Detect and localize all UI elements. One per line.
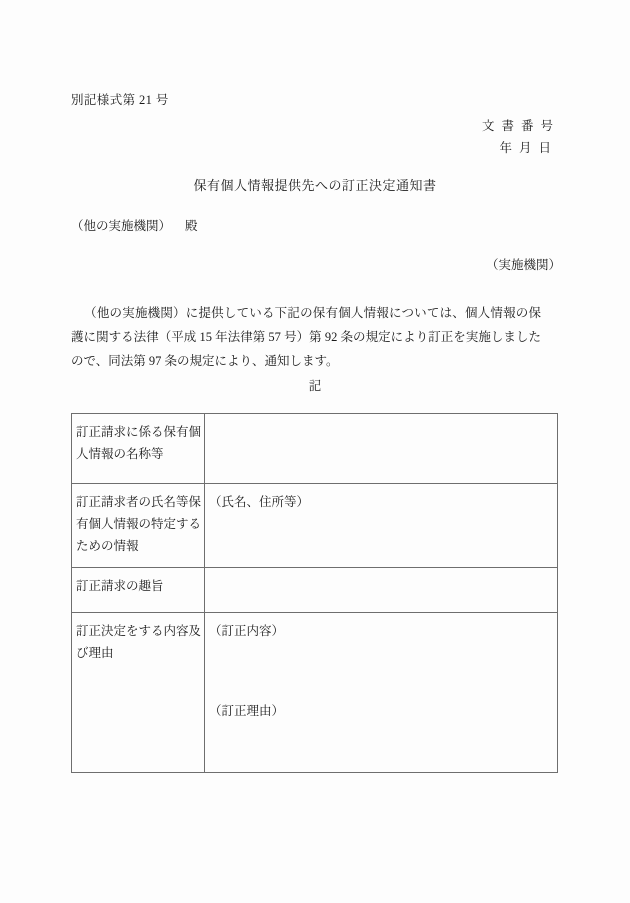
document-date-label: 年月日 bbox=[499, 141, 558, 155]
row-value-request-purpose[interactable] bbox=[205, 568, 558, 613]
addressee-name: （他の実施機関） bbox=[71, 219, 172, 233]
body-paragraph: （他の実施機関）に提供している下記の保有個人情報については、個人情報の保護に関する法律（平成 15 年法律第 57 号）第 92 条の規定により訂正を実施しましたので、同法第 97 条の規定により、通知します。 bbox=[71, 306, 541, 368]
page-title: 保有個人情報提供先への訂正決定通知書 bbox=[193, 178, 437, 193]
row-value-decision-content-and-reason[interactable] bbox=[205, 613, 558, 773]
correction-reason-hint: （訂正理由） bbox=[209, 704, 285, 718]
document-meta-block bbox=[482, 115, 561, 159]
row-label-request-purpose: 訂正請求の趣旨 bbox=[72, 568, 205, 613]
addressee-line bbox=[71, 216, 198, 234]
notification-details-table bbox=[71, 413, 558, 773]
table-row bbox=[72, 484, 558, 568]
table-row bbox=[72, 613, 558, 773]
addressee-honorific: 殿 bbox=[185, 219, 198, 233]
issuing-authority: （実施機関） bbox=[485, 258, 561, 272]
row-label-decision-content-and-reason: 訂正決定をする内容及び理由 bbox=[72, 613, 205, 773]
row-label-requester-identity: 訂正請求者の氏名等保有個人情報の特定するための情報 bbox=[72, 484, 205, 568]
row-label-name-of-information: 訂正請求に係る保有個人情報の名称等 bbox=[72, 414, 205, 484]
row-value-name-of-information[interactable] bbox=[205, 414, 558, 484]
row-value-requester-identity[interactable]: （氏名、住所等） bbox=[205, 484, 558, 568]
document-number-label: 文書番号 bbox=[481, 119, 560, 133]
table-row bbox=[72, 568, 558, 613]
correction-content-hint: （訂正内容） bbox=[209, 624, 285, 638]
table-row bbox=[72, 414, 558, 484]
form-number: 別記様式第 21 号 bbox=[71, 93, 169, 107]
ki-marker: 記 bbox=[308, 379, 322, 393]
